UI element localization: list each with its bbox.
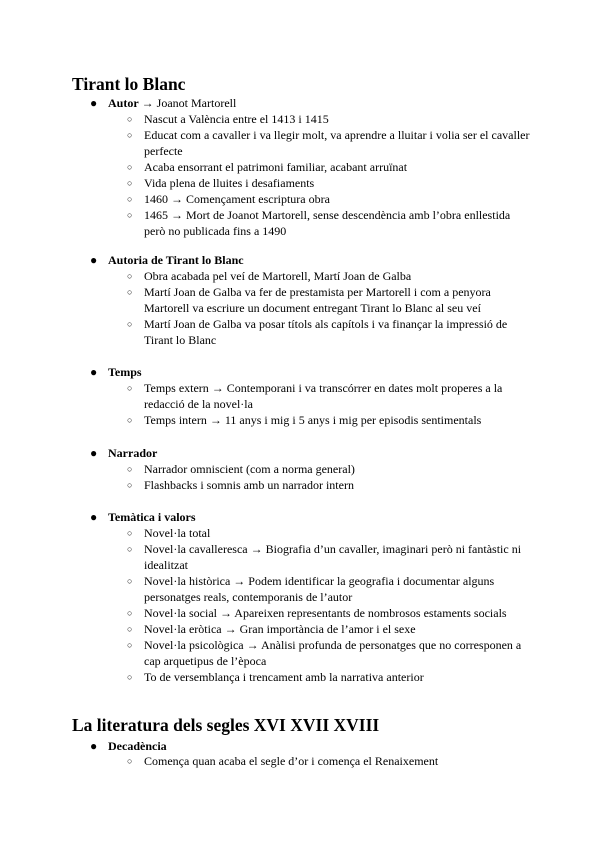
list-item-text: Obra acabada pel veí de Martorell, Martí Joan de Galba	[144, 269, 412, 283]
list-item	[127, 573, 534, 605]
section-title-tirant: Tirant lo Blanc	[72, 74, 186, 94]
list-item-text: Acaba ensorrant el patrimoni familiar, acabant arruïnat	[144, 160, 408, 174]
list-item	[127, 541, 534, 573]
list-item	[127, 111, 534, 127]
bullet-hollow: ○	[127, 415, 133, 425]
list-item	[127, 461, 534, 477]
list-item	[127, 380, 534, 412]
group-autoria	[90, 252, 244, 268]
list-item-text: Novel·la històrica → Podem identificar la geografia i documentar alguns personatges reals, contemporanis de l’autor	[144, 574, 495, 604]
list-item-text: Temps intern → 11 anys i mig i 5 anys i mig per episodis sentimentals	[144, 413, 482, 427]
list-item-text: Novel·la psicològica → Anàlisi profunda de personatges que no corresponen a cap arquetipus de l’època	[144, 638, 522, 668]
list-item	[127, 284, 534, 316]
list-item-text: Martí Joan de Galba va fer de prestamista per Martorell i com a penyora Martorell va escriure un document entregant Tirant lo Blanc al seu veí	[144, 285, 491, 315]
bullet-hollow: ○	[127, 544, 133, 554]
list-item-text: Narrador omniscient (com a norma general)	[144, 462, 355, 476]
section-title-literatura: La literatura dels segles XVI XVII XVIII	[72, 715, 380, 735]
bullet-hollow: ○	[127, 383, 133, 393]
bullet-hollow: ○	[127, 194, 133, 204]
group-decadencia	[90, 738, 167, 754]
group-label: Autoria de Tirant lo Blanc	[108, 253, 244, 267]
bullet-hollow: ○	[127, 640, 133, 650]
group-label: Temàtica i valors	[108, 510, 196, 524]
list-item-text: Novel·la social → Apareixen representants de nombrosos estaments socials	[144, 606, 507, 620]
group-tematica-list	[127, 525, 534, 685]
group-temps-list	[127, 380, 534, 428]
bullet-hollow: ○	[127, 756, 133, 766]
bullet-hollow: ○	[127, 608, 133, 618]
list-item-text: Comença quan acaba el segle d’or i comença el Renaixement	[144, 754, 439, 768]
group-tematica	[90, 509, 196, 525]
list-item	[127, 159, 534, 175]
bullet-hollow: ○	[127, 114, 133, 124]
bullet-hollow: ○	[127, 287, 133, 297]
bullet-filled: ●	[90, 96, 98, 110]
list-item	[127, 669, 534, 685]
list-item-text: Nascut a València entre el 1413 i 1415	[144, 112, 329, 126]
bullet-hollow: ○	[127, 624, 133, 634]
bullet-hollow: ○	[127, 528, 133, 538]
list-item-text: Vida plena de lluites i desafiaments	[144, 176, 315, 190]
list-item	[127, 175, 534, 191]
list-item	[127, 525, 534, 541]
group-autoria-list	[127, 268, 534, 348]
list-item-text: Novel·la cavalleresca → Biografia d’un cavaller, imaginari però ni fantàstic ni idealitzat	[144, 542, 522, 572]
group-label-rest: → Joanot Martorell	[138, 96, 237, 110]
group-label: Temps	[108, 365, 142, 379]
list-item	[127, 127, 534, 159]
list-item	[127, 316, 534, 348]
bullet-hollow: ○	[127, 319, 133, 329]
group-label: Decadència	[108, 739, 167, 753]
group-autor-list	[127, 111, 534, 239]
bullet-hollow: ○	[127, 464, 133, 474]
list-item-text: To de versemblança i trencament amb la narrativa anterior	[144, 670, 424, 684]
group-narrador-list	[127, 461, 534, 493]
bullet-hollow: ○	[127, 130, 133, 140]
list-item	[127, 605, 534, 621]
group-autor	[90, 95, 237, 111]
group-label: Narrador	[108, 446, 158, 460]
bullet-filled: ●	[90, 253, 98, 267]
bullet-hollow: ○	[127, 576, 133, 586]
list-item	[127, 637, 534, 669]
bullet-hollow: ○	[127, 162, 133, 172]
bullet-hollow: ○	[127, 210, 133, 220]
list-item-text: Educat com a cavaller i va llegir molt, va aprendre a lluitar i volia ser el cavaller perfecte	[144, 128, 530, 158]
list-item	[127, 753, 534, 769]
list-item-text: 1465 → Mort de Joanot Martorell, sense descendència amb l’obra enllestida però no publicada fins a 1490	[144, 208, 511, 238]
list-item	[127, 477, 534, 493]
bullet-filled: ●	[90, 510, 98, 524]
bullet-hollow: ○	[127, 480, 133, 490]
bullet-filled: ●	[90, 446, 98, 460]
list-item-text: Novel·la eròtica → Gran importància de l’amor i el sexe	[144, 622, 416, 636]
group-label: Autor	[108, 96, 139, 110]
list-item	[127, 207, 534, 239]
list-item-text: Martí Joan de Galba va posar títols als capítols i va finançar la impressió de Tirant lo Blanc	[144, 317, 508, 347]
bullet-filled: ●	[90, 739, 98, 753]
bullet-filled: ●	[90, 365, 98, 379]
group-decadencia-list	[127, 753, 534, 769]
bullet-hollow: ○	[127, 271, 133, 281]
list-item	[127, 191, 534, 207]
group-temps	[90, 364, 142, 380]
list-item-text: 1460 → Començament escriptura obra	[144, 192, 330, 206]
list-item	[127, 412, 534, 428]
bullet-hollow: ○	[127, 178, 133, 188]
list-item	[127, 268, 534, 284]
list-item-text: Novel·la total	[144, 526, 211, 540]
list-item	[127, 621, 534, 637]
group-narrador	[90, 445, 158, 461]
list-item-text: Temps extern → Contemporani i va transcórrer en dates molt properes a la redacció de la novel·la	[144, 381, 503, 411]
bullet-hollow: ○	[127, 672, 133, 682]
list-item-text: Flashbacks i somnis amb un narrador intern	[144, 478, 354, 492]
